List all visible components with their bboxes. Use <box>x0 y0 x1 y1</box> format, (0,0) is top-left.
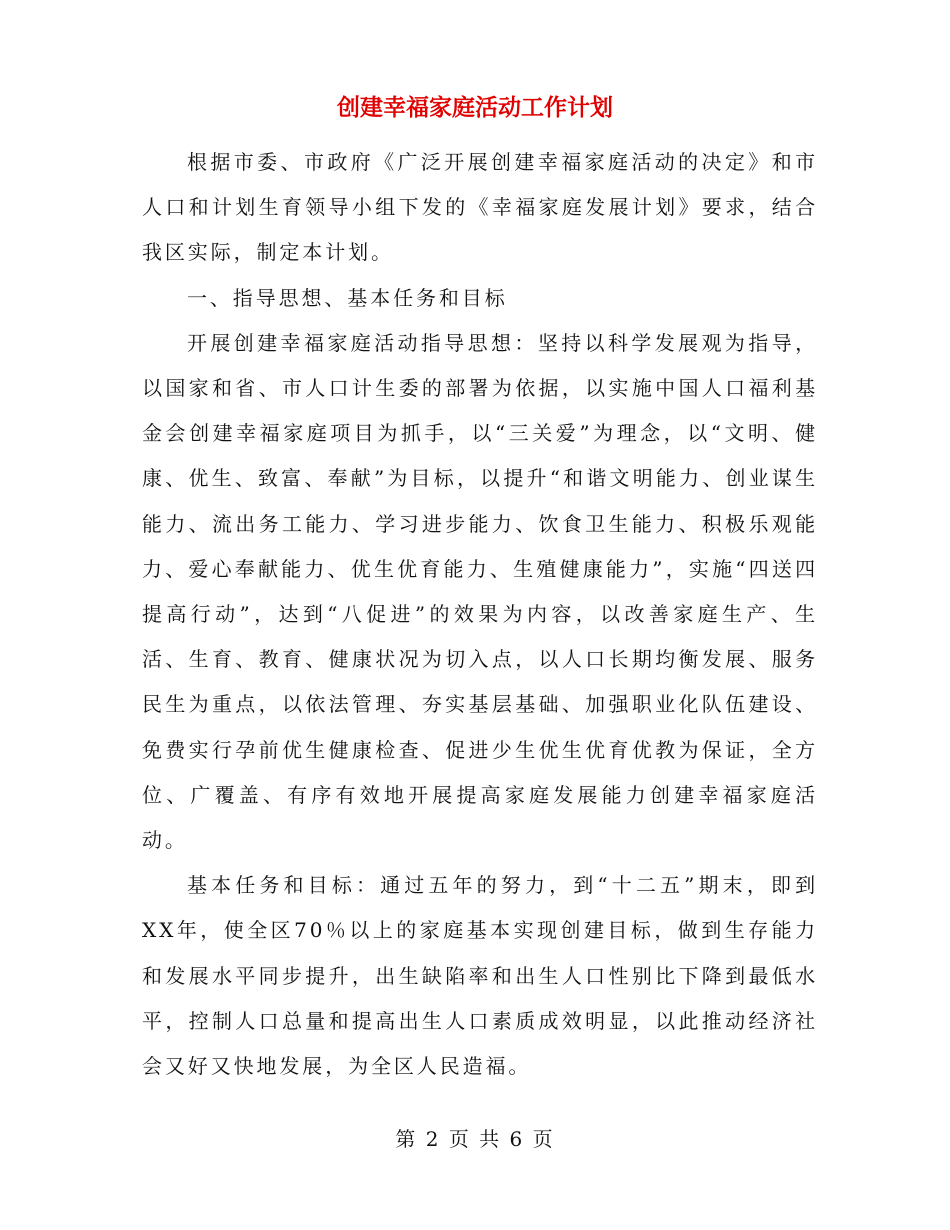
page-number-label: 第 2 页 共 6 页 <box>395 1127 555 1151</box>
document-body <box>142 140 818 1089</box>
section-heading: 一、指导思想、基本任务和目标 <box>187 285 508 310</box>
paragraph-tasks-goals: 基本任务和目标：通过五年的努力，到“十二五”期末，即到XX年，使全区70％以上的家庭基本实现创建目标，做到生存能力和发展水平同步提升，出生缺陷率和出生人口性别比下降到最低水平，控制人口总量和提高出生人口素质成效明显，以此推动经济社会又好又快地发展，为全区人民造福。 <box>142 873 818 1079</box>
paragraph-guiding-ideology: 开展创建幸福家庭活动指导思想：坚持以科学发展观为指导，以国家和省、市人口计生委的部署为依据，以实施中国人口福利基金会创建幸福家庭项目为抓手，以“三关爱”为理念，以“文明、健康、优生、致富、奉献”为目标，以提升“和谐文明能力、创业谋生能力、流出务工能力、学习进步能力、饮食卫生能力、积极乐观能力、爱心奉献能力、优生优育能力、生殖健康能力”，实施“四送四提高行动”，达到“八促进”的效果为内容，以改善家庭生产、生活、生育、教育、健康状况为切入点，以人口长期均衡发展、服务民生为重点，以依法管理、夯实基层基础、加强职业化队伍建设、免费实行孕前优生健康检查、促进少生优生优育优教为保证，全方位、广覆盖、有序有效地开展提高家庭发展能力创建幸福家庭活动。 <box>142 330 818 853</box>
document-title: 创建幸福家庭活动工作计划 <box>337 94 613 121</box>
paragraph-intro: 根据市委、市政府《广泛开展创建幸福家庭活动的决定》和市人口和计划生育领导小组下发的《幸福家庭发展计划》要求，结合我区实际，制定本计划。 <box>142 150 818 265</box>
page-footer <box>0 1124 950 1154</box>
